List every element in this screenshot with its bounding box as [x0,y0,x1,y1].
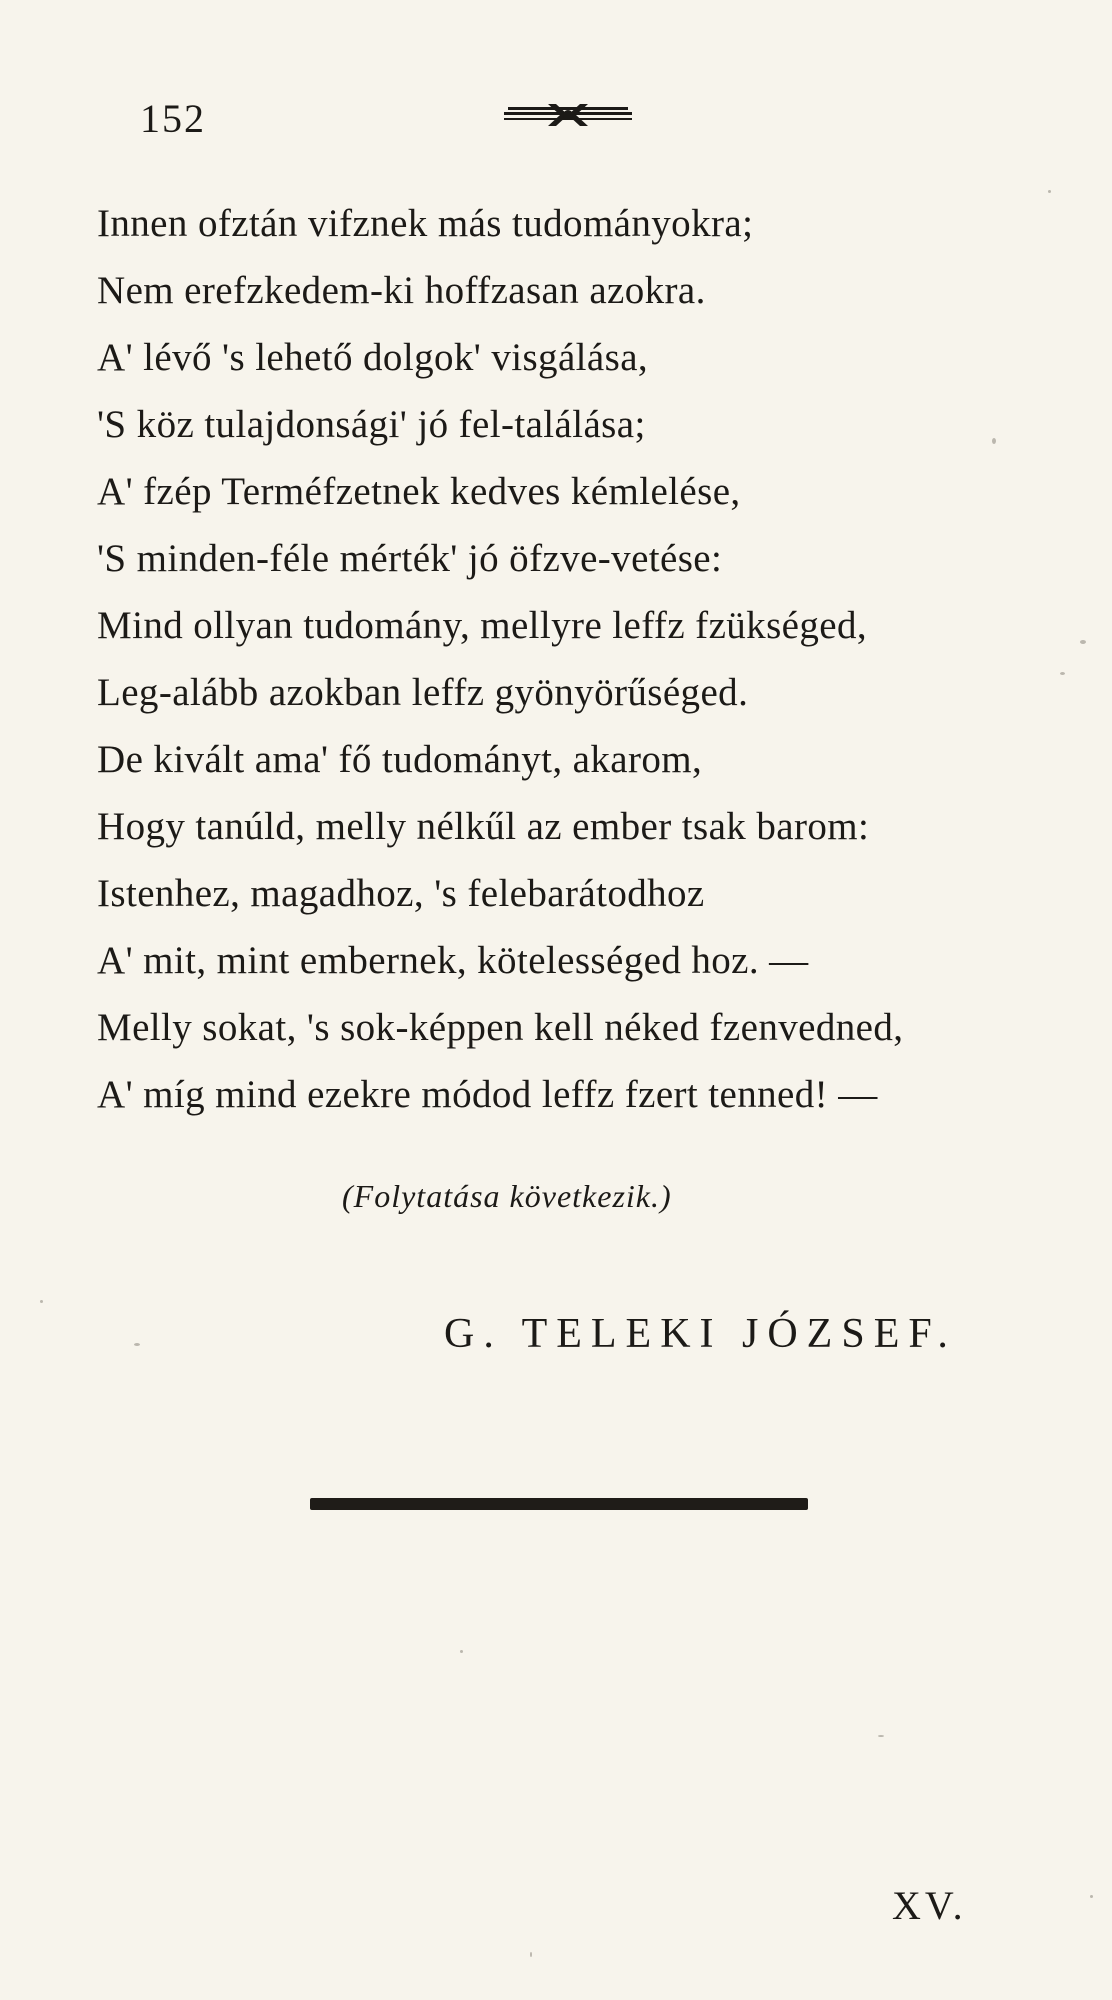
poem-line: Innen ofztán vifznek más tudományokra; [97,202,754,245]
poem-line: A' lévő 's lehető dolgok' visgálása, [97,336,649,379]
poem-line: Melly sokat, 's sok-képpen kell néked fzenvedned, [97,1006,904,1049]
author-signature: G. TELEKI JÓZSEF. [444,1311,957,1357]
paper-speck [992,438,996,444]
paper-speck [460,1650,463,1653]
poem-line: A' fzép Terméfzetnek kedves kémlelése, [97,470,741,513]
page-number: 152 [140,96,206,141]
poem-line: Nem erefzkedem-ki hoffzasan azokra. [97,269,706,312]
paper-speck [530,1952,532,1957]
poem-line: 'S minden-féle mérték' jó öfzve-vetése: [97,537,723,580]
continuation-note: (Folytatása következik.) [342,1178,672,1214]
poem-line: Mind ollyan tudomány, mellyre leffz fzükséged, [97,604,868,647]
paper-speck [1080,640,1086,644]
paper-speck [134,1343,140,1346]
poem-line: A' míg mind ezekre módod leffz fzert tenned! — [97,1073,878,1116]
paper-speck [1060,672,1065,675]
paper-speck [878,1735,884,1737]
poem-line: Hogy tanúld, melly nélkűl az ember tsak barom: [97,805,870,848]
poem-line: Istenhez, magadhoz, 's felebarátodhoz [97,872,705,915]
paper-speck [40,1300,43,1303]
poem-line: Leg-alább azokban leffz gyönyörűséged. [97,671,749,714]
printer-signature-mark: XV. [892,1883,967,1928]
paper-speck [1048,190,1051,193]
poem-line: A' mit, mint embernek, kötelességed hoz. — [97,939,809,982]
poem-line: 'S köz tulajdonsági' jó fel-találása; [97,403,646,446]
paper-speck [1090,1895,1093,1898]
section-divider [310,1498,808,1510]
poem-text [97,190,1057,1128]
printer-ornament-icon [504,100,632,130]
poem-line: De kivált ama' fő tudományt, akarom, [97,738,703,781]
